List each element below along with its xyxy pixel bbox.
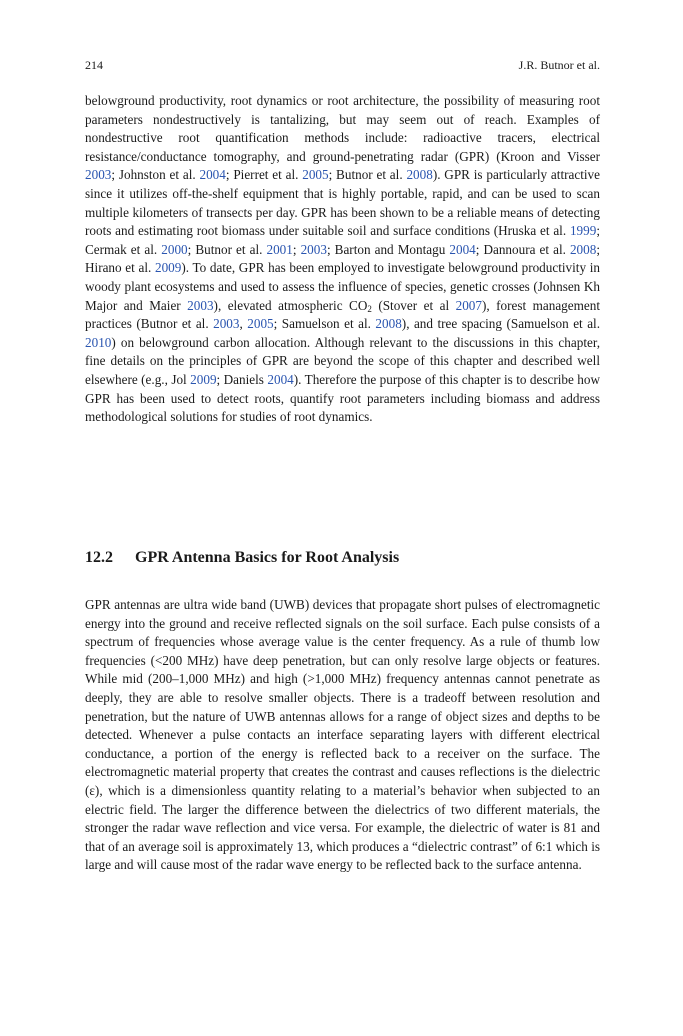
citation-link[interactable]: 2003: [187, 297, 214, 313]
citation-link[interactable]: 2005: [302, 167, 329, 183]
page-number: 214: [85, 58, 103, 72]
citation-link[interactable]: 2003: [85, 167, 112, 183]
citation-link[interactable]: 2000: [161, 241, 188, 257]
citation-link[interactable]: 2008: [569, 241, 597, 257]
citation-link[interactable]: 2004: [199, 167, 226, 183]
page-header: [85, 58, 600, 74]
citation-link[interactable]: 2008: [406, 167, 433, 183]
section-heading: [85, 549, 399, 567]
citation-link[interactable]: 2001: [266, 241, 293, 257]
citation-link[interactable]: 2003: [300, 241, 327, 257]
citation-link[interactable]: 2007: [455, 297, 482, 313]
citation-link[interactable]: 2008: [375, 316, 402, 332]
citation-link[interactable]: 2005: [247, 316, 274, 332]
running-head-authors: J.R. Butnor et al.: [518, 58, 600, 72]
section-number: 12.2: [85, 549, 113, 566]
citation-link[interactable]: 2003: [213, 316, 240, 332]
citation-link[interactable]: 1999: [569, 223, 597, 239]
section-title: GPR Antenna Basics for Root Analysis: [135, 549, 400, 566]
subscript: 2: [367, 303, 372, 314]
citation-link[interactable]: 2009: [190, 371, 217, 387]
citation-link[interactable]: 2004: [449, 241, 476, 257]
paragraph-intro: belowground productivity, root dynamics or root architecture, the possibility of measuring root parameters nondestructively is tantalizing, but may seem out of reach. Examples of nondestructive root quantification methods include: radioactive tracers, electrical resistance/conductance tomography, and ground-penetrating radar (GPR) (Kroon and Visser 2003; Johnston et al. 2004; Pierret et al. 2005; Butnor et al. 2008). GPR is particularly attractive since it utilizes off-the-shelf equipment that is highly portable, rapid, and can be used to scan multiple kilometers of transects per day. GPR has been shown to be a reliable means of detecting roots and estimating root biomass under suitable soil and surface conditions (Hruska et al. 1999; Cermak et al. 2000; Butnor et al. 2001; 2003; Barton and Montagu 2004; Dannoura et al. 2008; Hirano et al. 2009). To date, GPR has been employed to investigate belowground productivity in woody plant ecosystems and used to assess the influence of species, genetic crosses (Johnsen Kh Major and Maier 2003), elevated atmospheric $CO_2$ (Stover et al 2007), forest management practices (Butnor et al. 2003, 2005; Samuelson et al. 2008), and tree spacing (Samuelson et al. 2010) on belowground carbon allocation. Although relevant to the discussions in this chapter, fine details on the principles of GPR are beyond the scope of this chapter and described well elsewhere (e.g., Jol 2009; Daniels 2004). Therefore the purpose of this chapter is to describe how GPR has been used to detect roots, quantify root parameters including biomass and address methodological solutions for studies of root dynamics.: [85, 93, 601, 425]
citation-link[interactable]: 2010: [85, 334, 112, 350]
paragraph-gpr-basics: GPR antennas are ultra wide band (UWB) devices that propagate short pulses of electromagnetic energy into the ground and receive reflected signals on the soil surface. Each pulse consists of a spectrum of frequencies whose average value is the center frequency. As a rule of thumb low frequencies (<200 MHz) have deep penetration, but can only resolve large objects or features. While mid (200–1,000 MHz) and high (>1,000 MHz) frequency antennas cannot penetrate as deeply, they are able to resolve smaller objects. There is a tradeoff between resolution and penetration, but the nature of UWB antennas allows for a range of object sizes and depths to be detected. Whenever a pulse contacts an interface separating layers with different electrical conductance, a portion of the energy is reflected back to a receiver on the surface. The electromagnetic material property that creates the contrast and causes reflections is the dielectric (ε), which is a dimensionless quantity relating to a material’s behavior when subjected to an electric field. The larger the difference between the dielectrics of two different materials, the stronger the radar wave reflection and vice versa. For example, the dielectric of water is 81 and that of an average soil is approximately 13, which produces a “dielectric contrast” of 6:1 which is large and will cause most of the radar wave energy to be reflected back to the surface antenna.: [85, 597, 600, 873]
citation-link[interactable]: 2004: [267, 371, 294, 387]
citation-link[interactable]: 2009: [154, 260, 182, 276]
